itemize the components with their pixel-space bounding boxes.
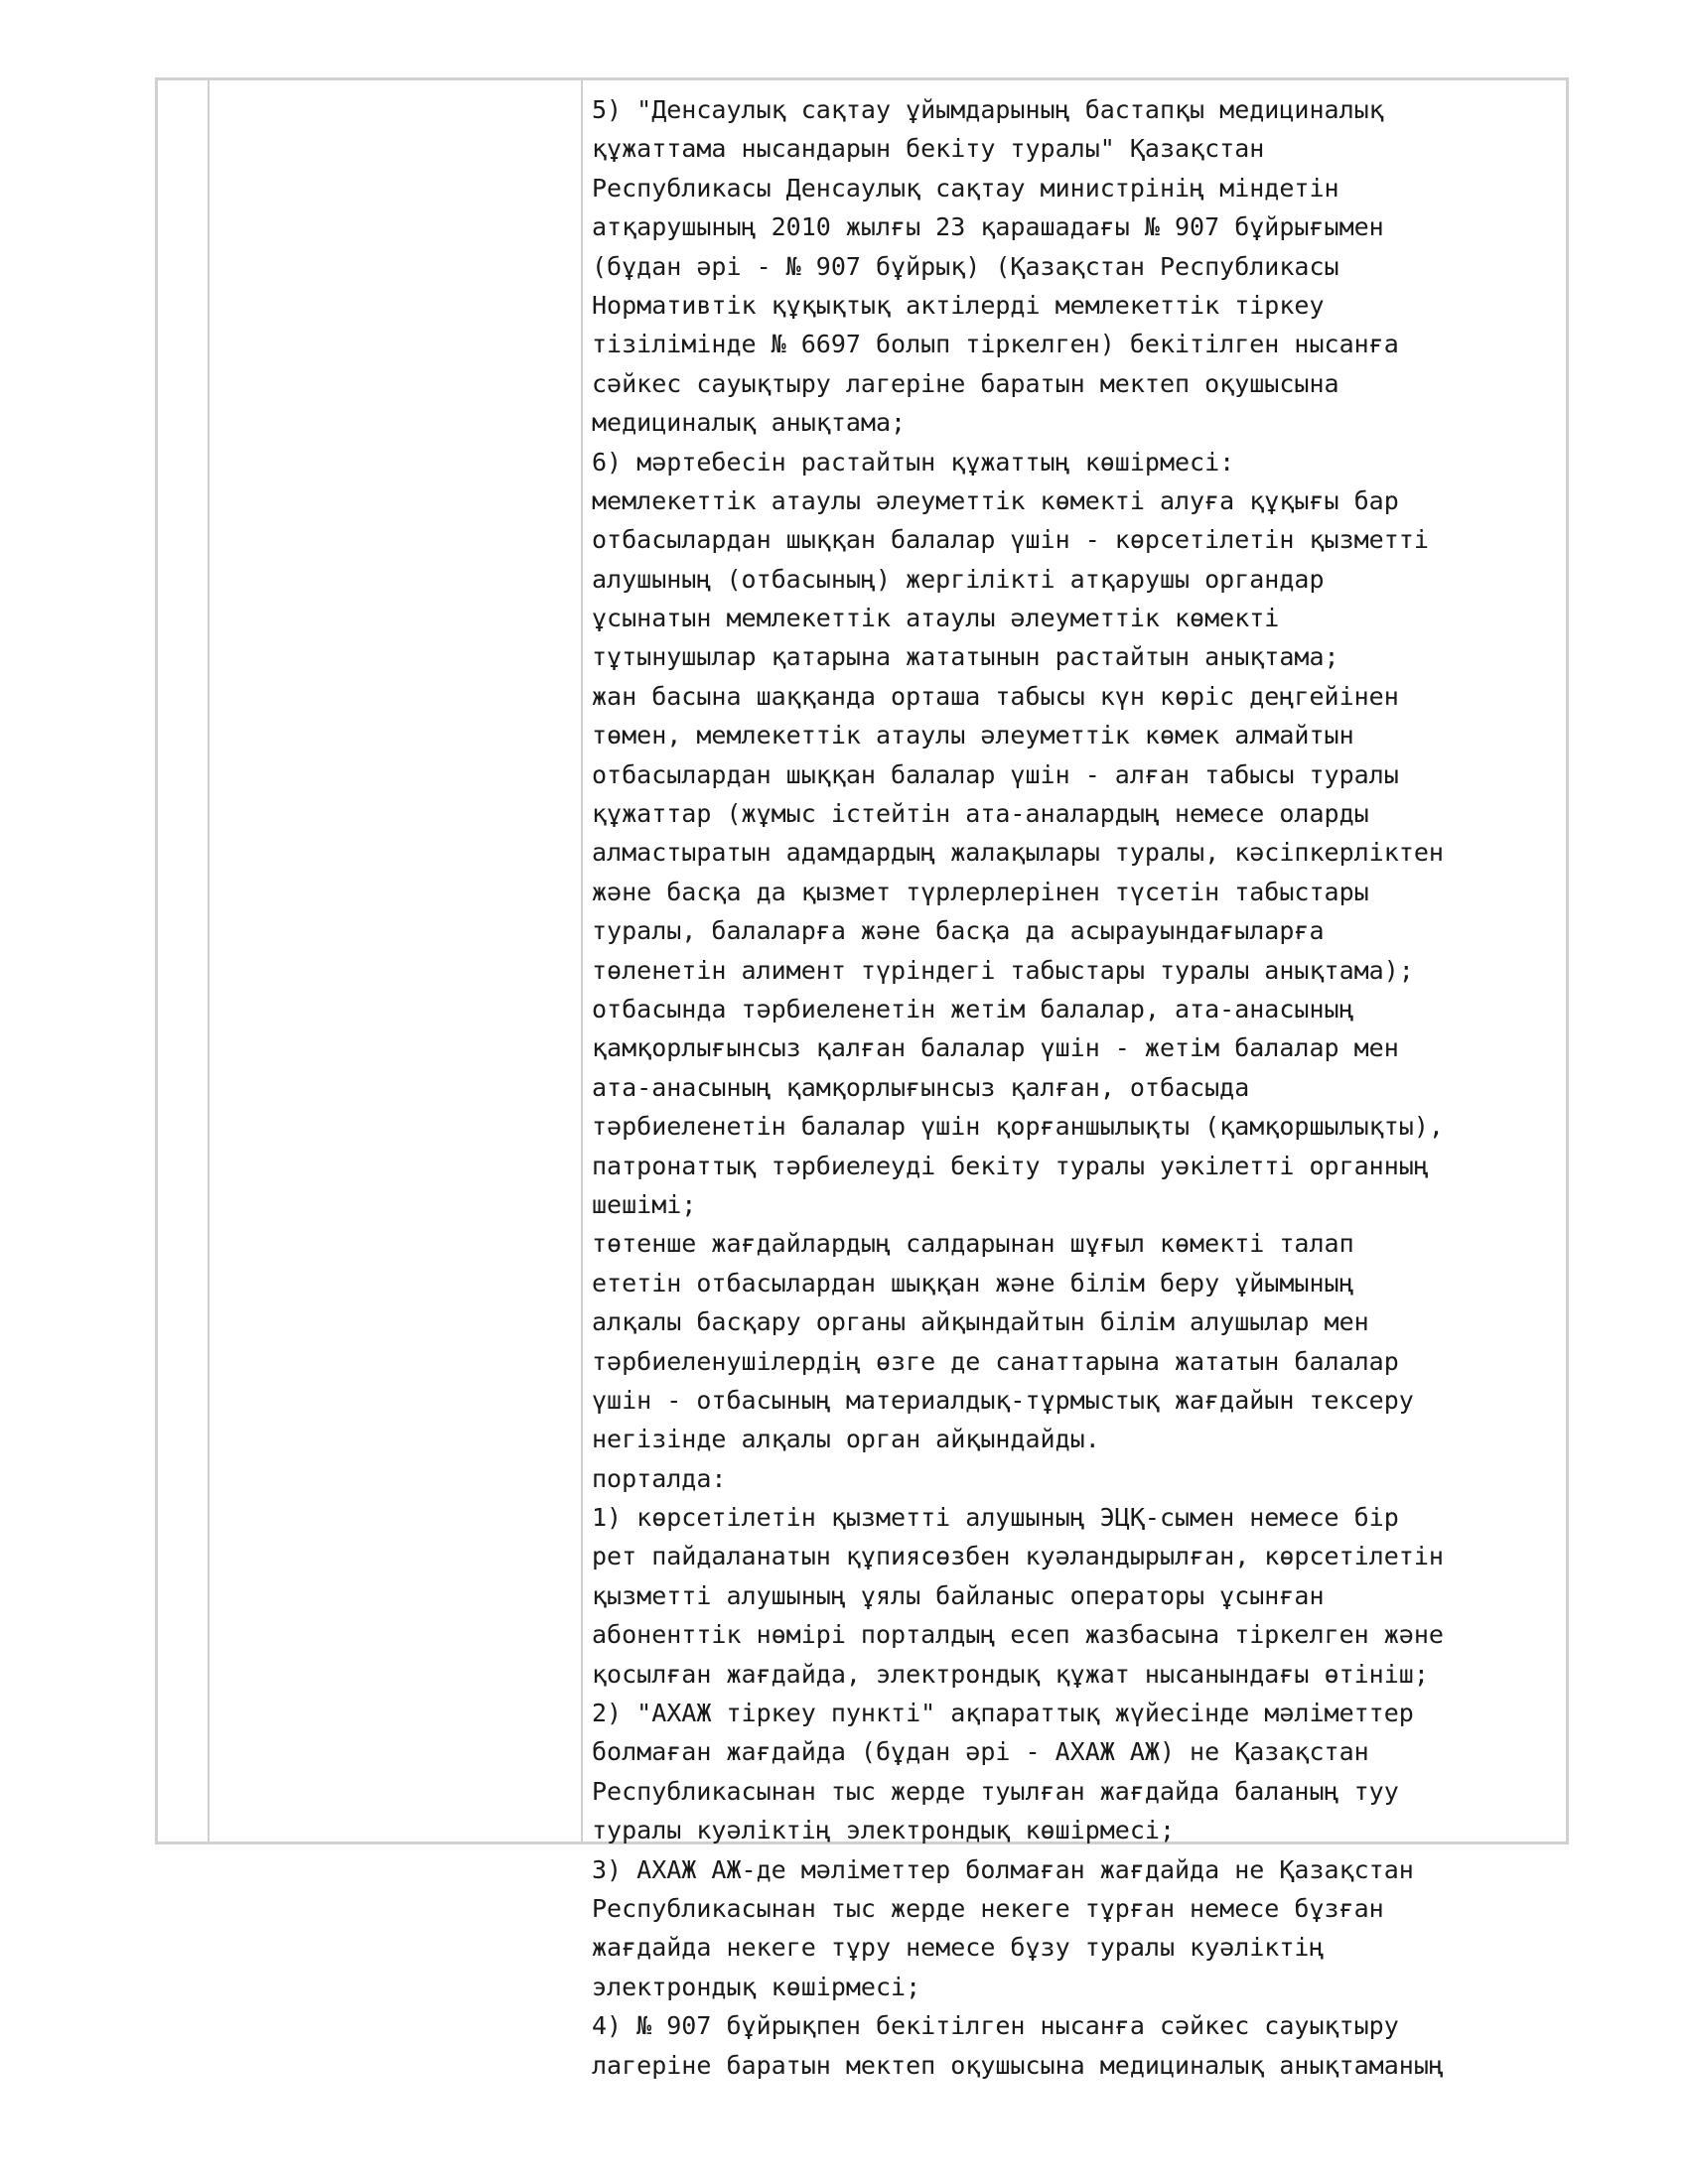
text-line: Республикасынан тыс жерде туылған жағдайда баланың туу: [592, 1776, 1399, 1806]
text-line: ұсынатын мемлекеттік атаулы әлеуметтік көмекті: [592, 604, 1280, 633]
text-line: 1) көрсетілетін қызметті алушының ЭЦҚ-сымен немесе бір: [592, 1503, 1399, 1533]
text-line: төленетін алимент түріндегі табыстары туралы анықтама);: [592, 955, 1414, 985]
text-line: қамқорлығынсыз қалған балалар үшін - жетім балалар мен: [592, 1033, 1399, 1063]
text-line: 3) АХАЖ АЖ-де мәліметтер болмаған жағдайда не Қазақстан: [592, 1854, 1414, 1884]
text-line: 4) № 907 бұйрықпен бекітілген нысанға сәйкес сауықтыру: [592, 2011, 1399, 2041]
text-line: құжаттама нысандарын бекіту туралы" Қазақстан: [592, 134, 1265, 164]
text-line: ата-анасының қамқорлығынсыз қалған, отбасыда: [592, 1072, 1250, 1102]
text-line: тізілімінде № 6697 болып тіркелген) бекітілген нысанға: [592, 330, 1399, 359]
text-line: тәрбиеленетін балалар үшін қорғаншылықты (қамқоршылықты),: [592, 1112, 1444, 1142]
text-line: 6) мәртебесін растайтын құжаттың көшірмесі:: [592, 447, 1235, 477]
text-line: отбасылардан шыққан балалар үшін - алған табысы туралы: [592, 759, 1399, 789]
text-line: және басқа да қызмет түрлерлерінен түсетін табыстары: [592, 877, 1369, 906]
content-text: [592, 90, 1565, 2085]
text-line: алушының (отбасының) жергілікті атқарушы органдар: [592, 564, 1325, 594]
text-line: отбасылардан шыққан балалар үшін - көрсетілетін қызметті: [592, 525, 1429, 555]
text-line: (бұдан әрі - № 907 бұйрық) (Қазақстан Республикасы: [592, 251, 1339, 281]
text-line: алқалы басқару органы айқындайтын білім алушылар мен: [592, 1307, 1369, 1337]
text-line: атқарушының 2010 жылғы 23 қарашадағы № 907 бұйрығымен: [592, 212, 1384, 242]
text-line: төмен, мемлекеттік атаулы әлеуметтік көмек алмайтын: [592, 721, 1354, 751]
text-line: тұтынушылар қатарына жататынын растайтын анықтама;: [592, 642, 1339, 672]
text-line: жағдайда некеге тұру немесе бұзу туралы куәліктің: [592, 1933, 1325, 1963]
text-line: қызметті алушының ұялы байланыс операторы ұсынған: [592, 1580, 1325, 1610]
table-cell-content: [583, 80, 1566, 2080]
table-cell-name: [210, 80, 583, 1842]
text-line: үшін - отбасының материалдық-тұрмыстық жағдайын тексеру: [592, 1385, 1414, 1415]
text-line: туралы куәліктің электрондық көшірмесі;: [592, 1816, 1175, 1845]
text-line: Республикасынан тыс жерде некеге тұрған немесе бұзған: [592, 1893, 1384, 1923]
document-table: [155, 77, 1569, 2080]
text-line: тәрбиеленушілердің өзге де санаттарына жататын балалар: [592, 1346, 1399, 1376]
text-line: алмастыратын адамдардың жалақылары туралы, кәсіпкерліктен: [592, 838, 1444, 868]
text-line: электрондық көшірмесі;: [592, 1972, 921, 2001]
text-line: жан басына шаққанда орташа табысы күн көріс деңгейінен: [592, 681, 1399, 711]
text-line: отбасында тәрбиеленетін жетім балалар, ата-анасының: [592, 994, 1354, 1024]
text-line: лагеріне баратын мектеп оқушысына медициналық анықтаманың: [592, 2050, 1444, 2080]
text-line: құжаттар (жұмыс істейтін ата-аналардың немесе оларды: [592, 799, 1369, 829]
text-line: сәйкес сауықтыру лагеріне баратын мектеп оқушысына: [592, 368, 1339, 398]
text-line: Нормативтік құқықтық актілерді мемлекеттік тіркеу: [592, 290, 1325, 320]
text-line: абоненттік нөмірі порталдың есеп жазбасына тіркелген және: [592, 1620, 1444, 1650]
text-line: порталда:: [592, 1463, 727, 1493]
text-line: ететін отбасылардан шыққан және білім беру ұйымының: [592, 1268, 1354, 1297]
text-line: 2) "АХАЖ тіркеу пункті" ақпараттық жүйесінде мәліметтер: [592, 1699, 1414, 1728]
text-line: медициналық анықтама;: [592, 408, 907, 438]
text-line: қосылған жағдайда, электрондық құжат нысанындағы өтініш;: [592, 1659, 1429, 1689]
text-line: болмаған жағдайда (бұдан әрі - АХАЖ АЖ) не Қазақстан: [592, 1737, 1369, 1767]
text-line: патронаттық тәрбиелеуді бекіту туралы уәкілетті органның: [592, 1151, 1429, 1180]
text-line: туралы, балаларға және басқа да асырауындағыларға: [592, 916, 1325, 946]
text-line: Республикасы Денсаулық сақтау министрінің міндетін: [592, 173, 1339, 203]
text-line: рет пайдаланатын құпиясөзбен куәландырылған, көрсетілетін: [592, 1542, 1444, 1571]
text-line: төтенше жағдайлардың салдарынан шұғыл көмекті талап: [592, 1229, 1354, 1259]
table-cell-number: [158, 80, 210, 1842]
text-line: негізінде алқалы орган айқындайды.: [592, 1425, 1100, 1454]
text-line: мемлекеттік атаулы әлеуметтік көмекті алуға құқығы бар: [592, 485, 1399, 515]
text-line: шешімі;: [592, 1189, 697, 1219]
text-line: 5) "Денсаулық сақтау ұйымдарының бастапқы медициналық: [592, 95, 1384, 124]
